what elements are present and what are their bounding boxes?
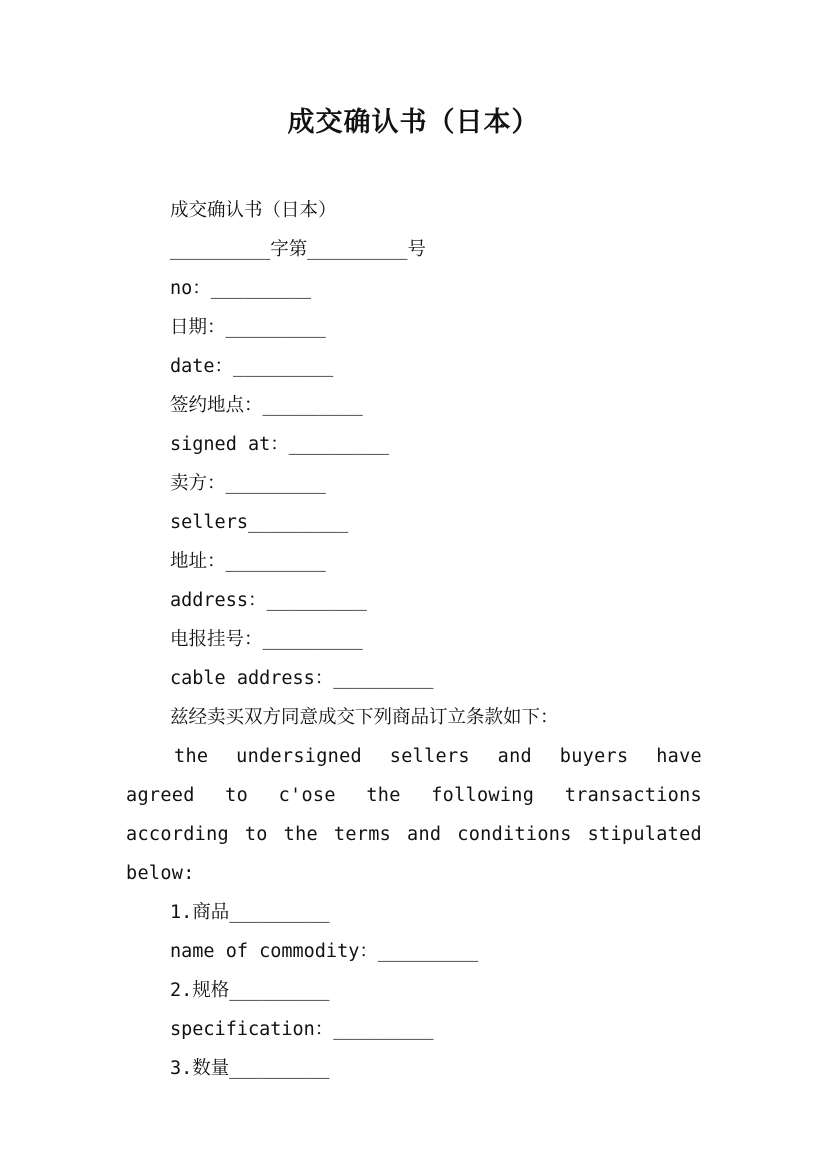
no-line: no：_________ xyxy=(170,278,312,299)
item-quantity-cn-line: 3.数量_________ xyxy=(170,1058,330,1079)
address-cn-line: 地址：_________ xyxy=(170,551,326,572)
cable-address-en-line: cable address：_________ xyxy=(170,668,434,689)
document-title: 成交确认书（日本） xyxy=(287,107,540,138)
document-body xyxy=(126,191,702,1088)
date-en-line: date：_________ xyxy=(170,356,334,377)
signed-at-line: signed at：_________ xyxy=(170,434,389,455)
signed-place-cn-line: 签约地点：_________ xyxy=(170,395,363,416)
subtitle-line: 成交确认书（日本） xyxy=(170,200,337,221)
cable-address-cn-line: 电报挂号：_________ xyxy=(170,629,363,650)
item-commodity-cn-line: 1.商品_________ xyxy=(170,902,330,923)
seller-cn-line: 卖方：_________ xyxy=(170,473,326,494)
date-cn-line: 日期：_________ xyxy=(170,317,326,338)
item-specification-cn-line: 2.规格_________ xyxy=(170,980,330,1001)
reference-number-line: _________字第_________号 xyxy=(170,239,426,260)
agreement-en-paragraph: the undersigned sellers and buyers have agreed to c'ose the following transactions according to the terms and conditions stipulated below: xyxy=(126,746,702,884)
sellers-line: sellers_________ xyxy=(170,512,349,533)
address-en-line: address：_________ xyxy=(170,590,367,611)
item-commodity-en-line: name of commodity：_________ xyxy=(170,941,479,962)
agreement-cn-line: 兹经卖买双方同意成交下列商品订立条款如下： xyxy=(170,707,559,728)
item-specification-en-line: specification：_________ xyxy=(170,1019,434,1040)
